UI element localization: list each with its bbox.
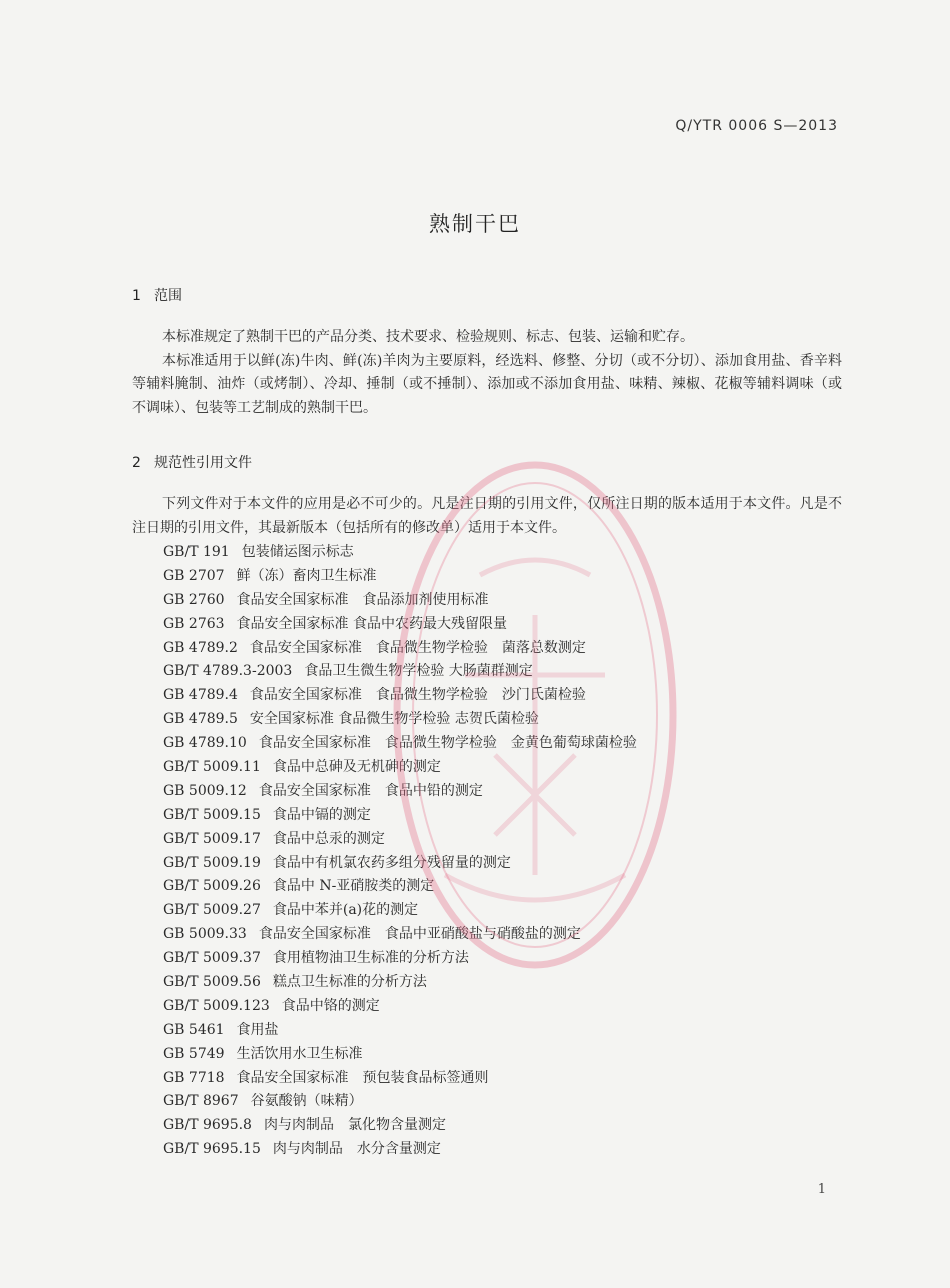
reference-code: GB 2760 — [163, 591, 225, 608]
reference-code: GB 5461 — [163, 1021, 225, 1038]
reference-code: GB/T 5009.123 — [163, 997, 270, 1014]
reference-title: 包装储运图示标志 — [241, 544, 354, 560]
reference-title: 食品中镉的测定 — [272, 806, 371, 823]
reference-code: GB 4789.4 — [163, 687, 238, 704]
reference-title: 食品中有机氯农药多组分残留量的测定 — [272, 854, 511, 871]
reference-title: 食品中铬的测定 — [281, 997, 380, 1014]
reference-item — [163, 923, 637, 947]
reference-title: 食品安全国家标准 食品添加剂使用标准 — [236, 591, 489, 608]
reference-title: 生活饮用水卫生标准 — [236, 1045, 363, 1062]
reference-item — [163, 875, 637, 899]
reference-title: 食品安全国家标准 食品中亚硝酸盐与硝酸盐的测定 — [258, 926, 581, 943]
reference-item — [163, 1067, 637, 1091]
reference-code: GB/T 8967 — [163, 1093, 239, 1110]
reference-title: 食品安全国家标准 食品微生物学检验 金黄色葡萄球菌检验 — [258, 735, 637, 752]
document-title: 熟制干巴 — [429, 212, 521, 236]
reference-item — [163, 899, 637, 923]
reference-code: GB/T 5009.27 — [163, 902, 261, 919]
reference-item — [163, 804, 637, 828]
reference-code: GB 7718 — [163, 1069, 225, 1086]
reference-title: 食品中苯并(a)花的测定 — [272, 902, 419, 919]
paragraph: 下列文件对于本文件的应用是必不可少的。凡是注日期的引用文件，仅所注日期的版本适用于本文件。凡是不注日期的引用文件，其最新版本（包括所有的修改单）适用于本文件。 — [132, 496, 842, 536]
reference-title: 食品中总汞的测定 — [272, 830, 385, 847]
reference-item — [163, 541, 637, 565]
section-heading-normative-references — [132, 452, 252, 472]
reference-code: GB/T 4789.3-2003 — [163, 663, 293, 680]
reference-code: GB/T 9695.8 — [163, 1117, 252, 1134]
reference-title: 食用盐 — [236, 1021, 279, 1038]
section-number: 2 — [132, 455, 141, 471]
reference-title: 食品安全国家标准 食品微生物学检验 菌落总数测定 — [249, 639, 586, 656]
reference-code: GB/T 5009.56 — [163, 974, 261, 991]
reference-title: 安全国家标准 食品微生物学检验 志贺氏菌检验 — [249, 711, 539, 728]
reference-item — [163, 1138, 637, 1162]
reference-item — [163, 852, 637, 876]
reference-title: 食品安全国家标准 食品中铅的测定 — [258, 782, 483, 799]
paragraph: 本标准规定了熟制干巴的产品分类、技术要求、检验规则、标志、包装、运输和贮存。 — [162, 329, 694, 345]
references-intro — [132, 493, 842, 540]
reference-title: 鲜（冻）畜肉卫生标准 — [236, 567, 377, 584]
reference-item — [163, 971, 637, 995]
reference-title: 食品安全国家标准 预包装食品标签通则 — [236, 1069, 489, 1086]
reference-code: GB/T 5009.15 — [163, 806, 261, 823]
reference-item — [163, 732, 637, 756]
reference-code: GB/T 5009.37 — [163, 950, 261, 967]
reference-code: GB/T 191 — [163, 544, 230, 560]
section-title: 规范性引用文件 — [154, 455, 252, 471]
reference-item — [163, 708, 637, 732]
reference-title: 食品中总砷及无机砷的测定 — [272, 759, 441, 776]
reference-code: GB/T 5009.26 — [163, 878, 261, 895]
page-number: 1 — [817, 1182, 826, 1197]
section-heading-scope — [132, 285, 182, 305]
reference-title: 食品卫生微生物学检验 大肠菌群测定 — [304, 663, 533, 680]
reference-item — [163, 613, 637, 637]
reference-list — [163, 541, 637, 1162]
reference-item — [163, 947, 637, 971]
reference-title: 糕点卫生标准的分析方法 — [272, 974, 427, 991]
reference-title: 食品安全国家标准 食品中农药最大残留限量 — [236, 615, 508, 632]
reference-code: GB 4789.2 — [163, 639, 238, 656]
document-code: Q/YTR 0006 S—2013 — [675, 118, 838, 134]
reference-code: GB/T 5009.17 — [163, 830, 261, 847]
reference-title: 食品中 N-亚硝胺类的测定 — [272, 878, 435, 895]
paragraph: 本标准适用于以鲜(冻)牛肉、鲜(冻)羊肉为主要原料，经选料、修整、分切（或不分切）、添加食用盐、香辛料等辅料腌制、油炸（或烤制）、冷却、捶制（或不捶制）、添加或不添加食用盐、味精、辣椒、花椒等辅料调味（或不调味）、包装等工艺制成的熟制干巴。 — [132, 352, 842, 416]
reference-item — [163, 589, 637, 613]
reference-code: GB 2763 — [163, 615, 225, 632]
reference-title: 谷氨酸钠（味精） — [250, 1093, 363, 1110]
reference-item — [163, 1019, 637, 1043]
reference-code: GB 5749 — [163, 1045, 225, 1062]
scope-paragraphs — [132, 326, 842, 420]
reference-item — [163, 1043, 637, 1067]
reference-item — [163, 637, 637, 661]
reference-item — [163, 995, 637, 1019]
reference-item — [163, 780, 637, 804]
reference-code: GB 5009.12 — [163, 782, 247, 799]
reference-code: GB/T 9695.15 — [163, 1141, 261, 1158]
reference-code: GB/T 5009.19 — [163, 854, 261, 871]
reference-item — [163, 660, 637, 684]
reference-title: 肉与肉制品 水分含量测定 — [272, 1141, 441, 1158]
reference-code: GB 2707 — [163, 567, 225, 584]
reference-code: GB 4789.5 — [163, 711, 238, 728]
reference-code: GB/T 5009.11 — [163, 759, 261, 776]
reference-item — [163, 828, 637, 852]
reference-title: 肉与肉制品 氯化物含量测定 — [263, 1117, 446, 1134]
reference-item — [163, 756, 637, 780]
section-title: 范围 — [154, 288, 182, 304]
reference-item — [163, 1114, 637, 1138]
reference-title: 食用植物油卫生标准的分析方法 — [272, 950, 469, 967]
section-number: 1 — [132, 288, 141, 304]
reference-code: GB 4789.10 — [163, 735, 247, 752]
reference-code: GB 5009.33 — [163, 926, 247, 943]
reference-item — [163, 684, 637, 708]
reference-item — [163, 565, 637, 589]
reference-title: 食品安全国家标准 食品微生物学检验 沙门氏菌检验 — [249, 687, 586, 704]
reference-item — [163, 1090, 637, 1114]
